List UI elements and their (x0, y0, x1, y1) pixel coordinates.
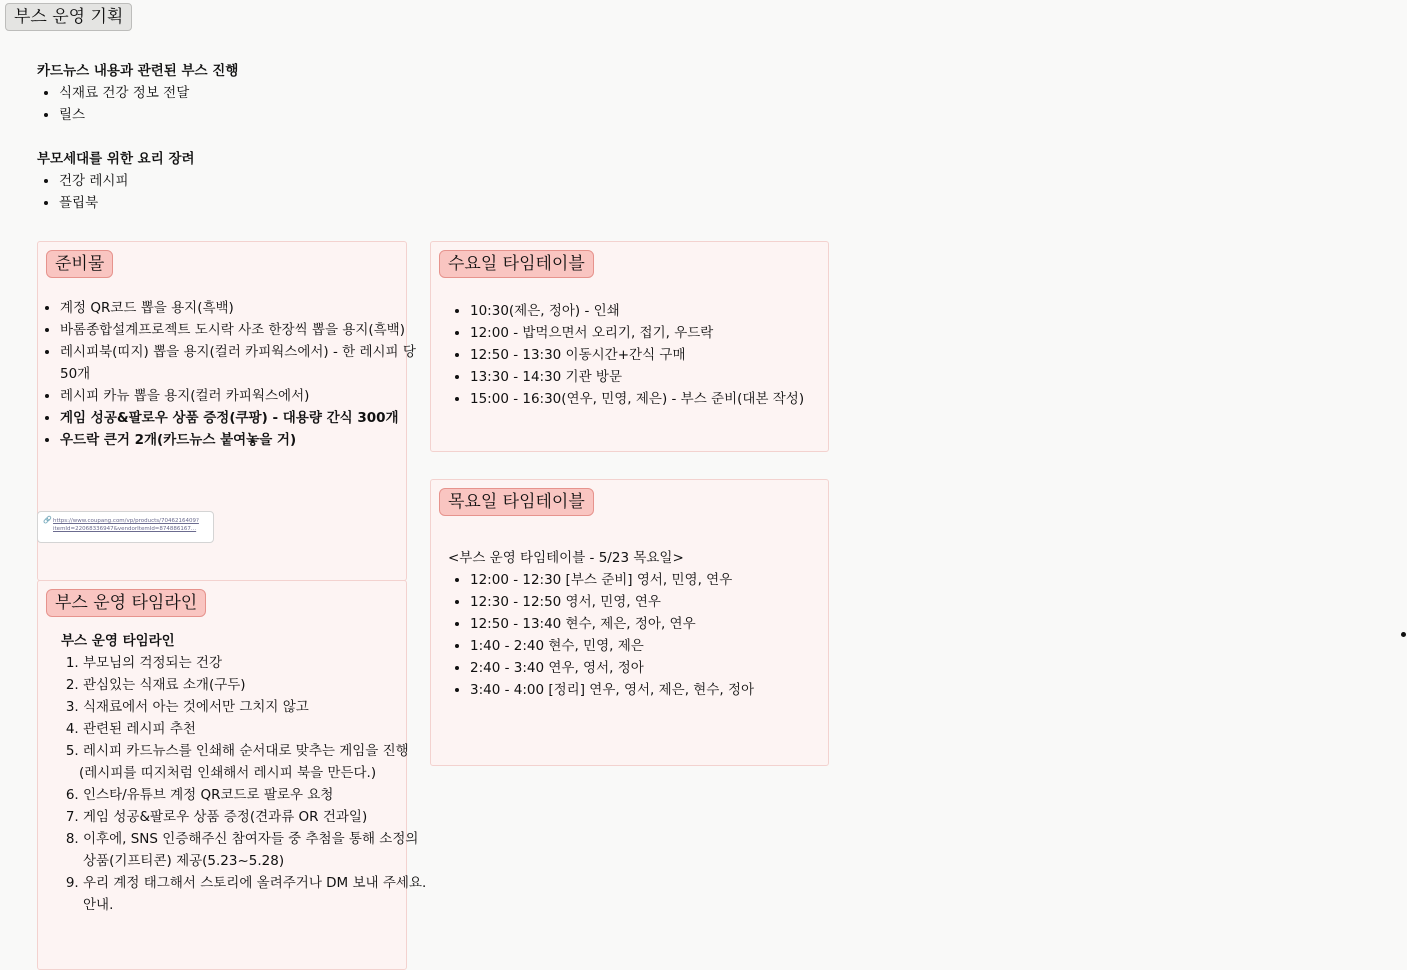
list-item: • 12:00 - 밥먹으면서 오리기, 접기, 우드락 (470, 322, 850, 344)
thursday-list (448, 569, 850, 701)
list-item: 1. 부모님의 걱정되는 건강 (83, 652, 428, 674)
list-item: • 계정 QR코드 뽑을 용지(흑백) (60, 297, 426, 319)
list-item: • 플립북 (59, 192, 238, 214)
supplies-list (38, 297, 426, 451)
list-item: • 게임 성공&팔로우 상품 증정(쿠팡) - 대용량 간식 300개 (60, 407, 426, 429)
list-item: 2. 관심있는 식재료 소개(구두) (83, 674, 428, 696)
step-text: 레시피 카드뉴스를 인쇄해 순서대로 맞추는 게임을 진행 (83, 743, 409, 759)
supplies-title[interactable]: 준비물 (46, 250, 113, 278)
link-icon: 🔗 (43, 516, 52, 524)
supplies-card[interactable] (37, 241, 416, 581)
wednesday-title[interactable]: 수요일 타임테이블 (439, 250, 594, 278)
list-item: • 15:00 - 16:30(연우, 민영, 제은) - 부스 준비(대본 작성) (470, 388, 850, 410)
page-title-tag[interactable]: 부스 운영 기획 (5, 3, 132, 31)
list-item: 3. 식재료에서 아는 것에서만 그치지 않고 (83, 696, 428, 718)
list-item (79, 740, 428, 784)
link-url[interactable]: https://www.coupang.com/vp/products/7046216409? itemId=22068336947&vendorItemId=874886167... (53, 518, 199, 532)
list-item: • 바롬종합설계프로젝트 도시락 사조 한장씩 뽑을 용지(흑백) (60, 319, 426, 341)
timeline-steps (38, 652, 428, 916)
timeline-title[interactable]: 부스 운영 타임라인 (46, 589, 206, 617)
list-item: • 릴스 (59, 104, 238, 126)
link-preview[interactable] (37, 511, 214, 543)
timeline-card[interactable] (37, 580, 427, 970)
list-item: 4. 관련된 레시피 추천 (83, 718, 428, 740)
list-item: • 12:00 - 12:30 [부스 준비] 영서, 민영, 연우 (470, 569, 850, 591)
thursday-card[interactable] (430, 479, 829, 766)
list-item: • 레시피 카뉴 뽑을 용지(컬러 카피웍스에서) (60, 385, 426, 407)
step-note: (레시피를 띠지처럼 인쇄해서 레시피 북을 만든다.) (79, 765, 377, 781)
list-item: • 12:30 - 12:50 영서, 민영, 연우 (470, 591, 850, 613)
intro-heading: 부모세대를 위한 요리 장려 (37, 151, 195, 167)
thursday-title[interactable]: 목요일 타임테이블 (439, 488, 594, 516)
list-item: • 2:40 - 3:40 연우, 영서, 정아 (470, 657, 850, 679)
intro-list (37, 170, 238, 214)
intro-heading: 카드뉴스 내용과 관련된 부스 진행 (37, 63, 239, 79)
intro-section (37, 60, 238, 236)
list-item: 9. 우리 계정 태그해서 스토리에 올려주거나 DM 보내 주세요. 안내. (83, 872, 428, 916)
list-item: • 13:30 - 14:30 기관 방문 (470, 366, 850, 388)
timeline-heading: 부스 운영 타임라인 (61, 633, 175, 649)
list-item: • 12:50 - 13:40 현수, 제은, 정아, 연우 (470, 613, 850, 635)
list-item: • 식재료 건강 정보 전달 (59, 82, 238, 104)
list-item: • 1:40 - 2:40 현수, 민영, 제은 (470, 635, 850, 657)
intro-list (37, 82, 238, 126)
list-item: • 10:30(제은, 정아) - 인쇄 (470, 300, 850, 322)
list-item: • 레시피북(띠지) 뽑을 용지(컬러 카피웍스에서) - 한 레시피 당 50개 (60, 341, 426, 385)
list-item: 6. 인스타/유튜브 계정 QR코드로 팔로우 요청 (83, 784, 428, 806)
list-item: 7. 게임 성공&팔로우 상품 증정(견과류 OR 건과일) (83, 806, 428, 828)
wednesday-list (448, 300, 850, 410)
stray-bullet-dot (1401, 632, 1406, 637)
list-item: • 3:40 - 4:00 [정리] 연우, 영서, 제은, 현수, 정아 (470, 679, 850, 701)
list-item: 8. 이후에, SNS 인증해주신 참여자들 중 추첨을 통해 소정의 상품(기프티콘) 제공(5.23~5.28) (83, 828, 428, 872)
list-item: • 건강 레시피 (59, 170, 238, 192)
thursday-subtitle: <부스 운영 타임테이블 - 5/23 목요일> (448, 550, 684, 566)
list-item: • 우드락 큰거 2개(카드뉴스 붙여놓을 거) (60, 429, 426, 451)
wednesday-card[interactable] (430, 241, 829, 452)
list-item: • 12:50 - 13:30 이동시간+간식 구매 (470, 344, 850, 366)
